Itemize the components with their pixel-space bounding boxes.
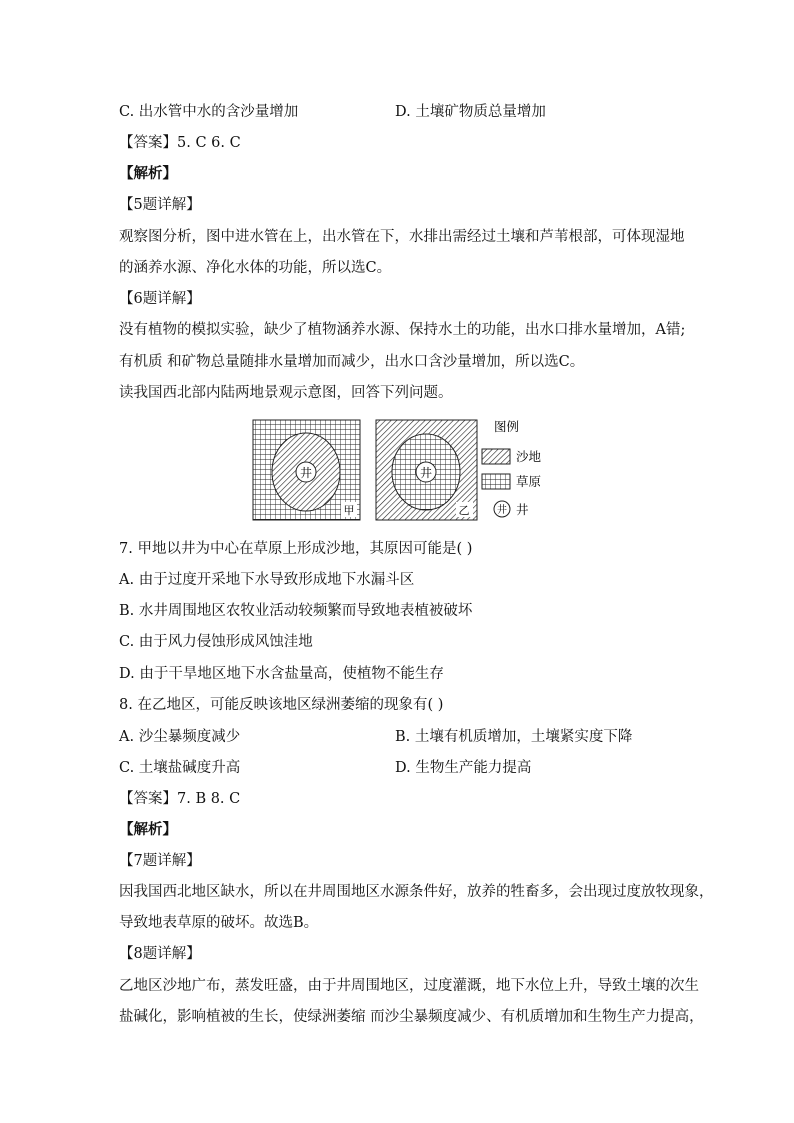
well-label-jia: 井 [299, 466, 313, 480]
option-d-prev: D. 土壤矿物质总量增加 [395, 104, 546, 120]
label-yi: 乙 [458, 504, 470, 517]
q8-option-c: C. 土壤盐碱度升高 [119, 760, 241, 776]
detail-7-heading: 【7题详解】 [119, 853, 201, 869]
q8-option-b: B. 土壤有机质增加，土壤紧实度下降 [395, 729, 633, 745]
q7-option-a: A. 由于过度开采地下水导致形成地下水漏斗区 [119, 572, 415, 588]
option-c-prev: C. 出水管中水的含沙量增加 [119, 104, 299, 120]
analysis-heading-1: 【解析】 [119, 165, 177, 182]
detail-6-heading: 【6题详解】 [119, 291, 201, 307]
answer-7-8: 【答案】7. B 8. C [119, 791, 241, 807]
legend-sand-label: 沙地 [516, 449, 542, 464]
detail-5-heading: 【5题详解】 [119, 197, 201, 213]
legend-sand-swatch [482, 449, 510, 464]
detail-5-line-1: 观察图分析，图中进水管在上，出水管在下，水排出需经过土壤和芦苇根部，可体现湿地 [119, 229, 685, 245]
detail-8-heading: 【8题详解】 [119, 946, 201, 962]
legend-well-icon-text: 井 [497, 505, 507, 516]
detail-7-line-2: 导致地表草原的破坏。故选B。 [119, 915, 319, 931]
detail-8-line-1: 乙地区沙地广布，蒸发旺盛，由于井周围地区，过度灌溉，地下水位上升，导致土壤的次生 [119, 978, 699, 994]
q8-option-d: D. 生物生产能力提高 [395, 760, 532, 776]
q7-option-c: C. 由于风力侵蚀形成风蚀洼地 [119, 634, 313, 650]
detail-8-line-2: 盐碱化，影响植被的生长，使绿洲萎缩 而沙尘暴频度减少、有机质增加和生物生产力提高， [119, 1009, 704, 1025]
detail-6-line-1: 没有植物的模拟实验，缺少了植物涵养水源、保持水土的功能，出水口排水量增加，A错; [119, 322, 686, 338]
landscape-figure [250, 414, 550, 530]
answer-5-6: 【答案】5. C 6. C [119, 135, 241, 151]
detail-5-line-2: 的涵养水源、净化水体的功能，所以选C。 [119, 260, 392, 276]
legend-grass-label: 草原 [516, 474, 542, 489]
legend-well-label: 井 [516, 502, 529, 517]
q7-option-d: D. 由于干旱地区地下水含盐量高，使植物不能生存 [119, 666, 444, 682]
q8-option-a: A. 沙尘暴频度减少 [119, 729, 241, 745]
legend-title: 图例 [494, 419, 520, 434]
legend-grass-swatch [482, 474, 510, 489]
legend [482, 419, 542, 517]
intro-text: 读我国西北部内陆两地景观示意图，回答下列问题。 [119, 385, 453, 401]
q7-option-b: B. 水井周围地区农牧业活动较频繁而导致地表植被破坏 [119, 603, 473, 619]
detail-6-line-2: 有机质 和矿物总量随排水量增加而减少，出水口含沙量增加，所以选C。 [119, 354, 585, 370]
label-jia: 甲 [343, 504, 355, 517]
q7-stem: 7. 甲地以井为中心在草原上形成沙地，其原因可能是( ) [119, 541, 473, 557]
analysis-heading-2: 【解析】 [119, 821, 177, 838]
panel-jia [253, 420, 360, 520]
q8-stem: 8. 在乙地区，可能反映该地区绿洲萎缩的现象有( ) [119, 697, 444, 713]
detail-7-line-1: 因我国西北地区缺水，所以在井周围地区水源条件好，放养的牲畜多，会出现过度放牧现象， [119, 884, 714, 900]
panel-yi [376, 420, 477, 520]
well-label-yi: 井 [419, 466, 433, 480]
